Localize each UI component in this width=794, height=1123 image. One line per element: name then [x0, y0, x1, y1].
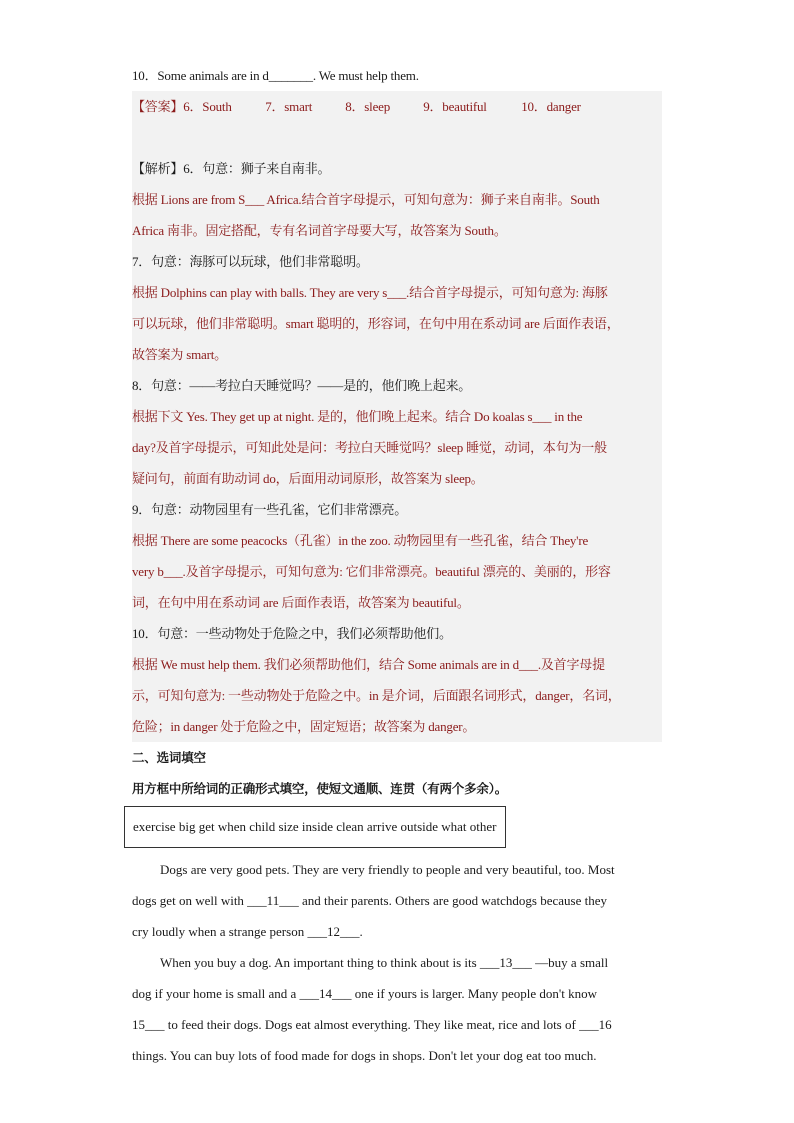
analysis-line: 故答案为 smart。	[132, 347, 227, 362]
analysis-line: 根据 There are some peacocks（孔雀）in the zoo. 动物园里有一些孔雀，结合 They're	[132, 533, 589, 548]
passage-line: Dogs are very good pets. They are very friendly to people and very beautiful, too. Most	[160, 862, 615, 877]
answer-item: 7．smart	[265, 99, 313, 114]
analysis-line: 10．句意：一些动物处于危险之中，我们必须帮助他们。	[132, 626, 452, 641]
passage-line: dogs get on well with ___11___ and their parents. Others are good watchdogs because they	[132, 893, 607, 908]
analysis-line: 根据 Dolphins can play with balls. They are very s___.结合首字母提示，可知句意为: 海豚	[132, 285, 608, 300]
answer-item: 8．sleep	[345, 99, 391, 114]
analysis-line: 7．句意：海豚可以玩球，他们非常聪明。	[132, 254, 369, 269]
answer-item: 10．danger	[521, 99, 581, 114]
analysis-line: 危险；in danger 处于危险之中，固定短语；故答案为 danger。	[132, 719, 476, 734]
question-10: 10．Some animals are in d_______. We must help them.	[132, 68, 419, 83]
answer-item: 6．South	[183, 99, 232, 114]
analysis-line: very b___.及首字母提示，可知句意为: 它们非常漂亮。beautiful 漂亮的、美丽的，形容	[132, 564, 611, 579]
section-title: 二、选词填空	[132, 750, 206, 765]
analysis-line: 根据 Lions are from S___ Africa.结合首字母提示，可知句意为：狮子来自南非。South	[132, 192, 600, 207]
analysis-line: 示，可知句意为: 一些动物处于危险之中。in 是介词，后面跟名词形式，danger，名词，	[132, 688, 621, 703]
word-box: exercise big get when child size inside clean arrive outside what other	[124, 806, 506, 848]
analysis-lines	[132, 153, 662, 742]
answer-analysis-block	[132, 91, 662, 742]
spacer	[132, 122, 662, 153]
passage-line: dog if your home is small and a ___14___ one if yours is larger. Many people don't know	[132, 986, 597, 1001]
passage-line: cry loudly when a strange person ___12___.	[132, 924, 363, 939]
analysis-line: day?及首字母提示，可知此处是问：考拉白天睡觉吗？sleep 睡觉，动词，本句为一般	[132, 440, 607, 455]
analysis-line: 词，在句中用在系动词 are 后面作表语，故答案为 beautiful。	[132, 595, 470, 610]
answer-label: 【答案】	[132, 99, 184, 114]
analysis-line: Africa 南非。固定搭配，专有名词首字母要大写，故答案为 South。	[132, 223, 507, 238]
passage-line: things. You can buy lots of food made for dogs in shops. Don't let your dog eat too much.	[132, 1048, 597, 1063]
answer-row	[132, 91, 662, 122]
passage-line: 15___ to feed their dogs. Dogs eat almost everything. They like meat, rice and lots of ___16	[132, 1017, 612, 1032]
analysis-line: 根据 We must help them. 我们必须帮助他们，结合 Some animals are in d___.及首字母提	[132, 657, 605, 672]
analysis-line: 根据下文 Yes. They get up at night. 是的，他们晚上起来。结合 Do koalas s___ in the	[132, 409, 583, 424]
analysis-line: 可以玩球，他们非常聪明。smart 聪明的，形容词，在句中用在系动词 are 后面作表语，	[132, 316, 620, 331]
passage	[132, 854, 662, 1071]
document-page	[132, 60, 662, 1071]
analysis-line: 疑问句，前面有助动词 do，后面用动词原形，故答案为 sleep。	[132, 471, 484, 486]
analysis-line: 【解析】6．句意：狮子来自南非。	[132, 161, 331, 176]
analysis-line: 8．句意：——考拉白天睡觉吗？——是的，他们晚上起来。	[132, 378, 472, 393]
analysis-line: 9．句意：动物园里有一些孔雀，它们非常漂亮。	[132, 502, 408, 517]
passage-line: When you buy a dog. An important thing to think about is its ___13___ —buy a small	[160, 955, 609, 970]
section-instruction: 用方框中所给词的正确形式填空，使短文通顺、连贯（有两个多余）。	[132, 781, 508, 796]
answer-item: 9．beautiful	[423, 99, 487, 114]
